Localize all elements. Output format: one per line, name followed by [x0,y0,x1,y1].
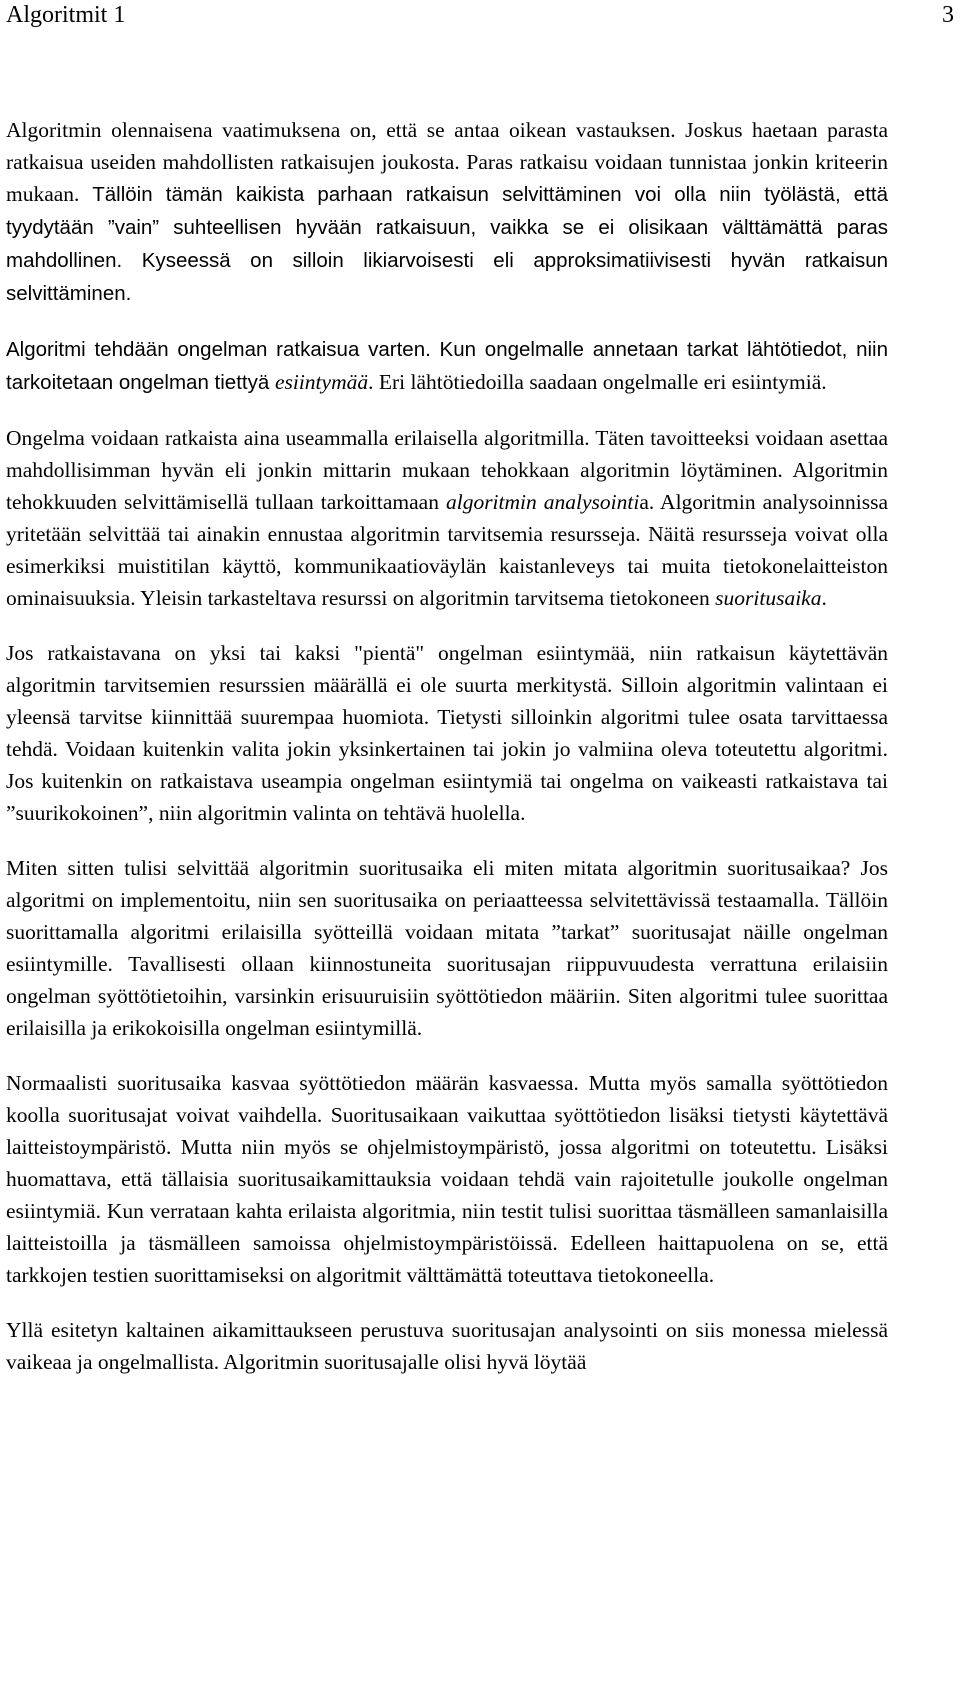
paragraph-analysis [6,422,888,614]
term-emphasis: algoritmin analysointi [445,490,640,514]
paragraph-text-sans: Tällöin tämän kaikista parhaan ratkaisun selvittäminen voi olla niin työlästä, että tyydytään ”vain” suhteellisen hyvään ratkaisuun, vaikka se ei olisikaan välttämättä paras mahdollinen. Kyseessä on silloin likiarvoisesti eli approksimatiivisesti hyvän ratkaisun selvittäminen. [6,183,888,305]
paragraph-measuring [6,852,888,1044]
paragraph-runtime-growth [6,1067,888,1291]
paragraph-text: Normaalisti suoritusaika kasvaa syöttötiedon määrän kasvaessa. Mutta myös samalla syöttötiedon koolla suoritusajat voivat vaihdella. Suoritusaikaan vaikuttaa syöttötiedon lisäksi tietysti käytettävä laitteistoympäristö. Mutta niin myös se ohjelmistoympäristö, jossa algoritmi on toteutettu. Lisäksi huomattava, että tällaisia suoritusaikamittauksia voidaan tehdä vain rajoitetulle joukolle ongelman esiintymiä. Kun verrataan kahta erilaista algoritmia, niin testit tulisi suorittaa täsmälleen samanlaisilla laitteistoilla ja täsmälleen samoissa ohjelmistoympäristöissä. Edelleen haittapuolena on se, että tarkkojen testien suorittamiseksi on algoritmit välttämättä toteuttava tietokoneella. [6,1071,888,1287]
paragraph-text: Ongelma voidaan ratkaista aina useammalla erilaisella algoritmilla. Täten tavoitteeksi voidaan asettaa mahdollisimman hyvän eli jonkin mittarin mukaan tehokkaan algoritmin löytäminen. Algoritmin tehokkuuden selvittämisellä tullaan tarkoittamaan [6,426,888,514]
term-emphasis: suoritusaika [715,586,822,610]
term-emphasis: esiintymää [274,370,369,394]
paragraph-conclusion [6,1314,888,1378]
document-body [6,114,888,1401]
paragraph-small-instances [6,637,888,829]
paragraph-requirements [6,114,888,310]
paragraph-text: . [821,586,827,610]
page-number: 3 [942,2,954,28]
paragraph-text: Miten sitten tulisi selvittää algoritmin suoritusaika eli miten mitata algoritmin suoritusaikaa? Jos algoritmi on implementoitu, niin sen suoritusaika on periaatteessa selvitettävissä testaamalla. Tällöin suorittamalla algoritmi erilaisilla syötteillä voidaan mitata ”tarkat” suoritusajat näille ongelman esiintymille. Tavallisesti ollaan kiinnostuneita suoritusajan riippuvuudesta verrattuna erilaisiin ongelman syöttötietoihin, varsinkin erisuuruisiin syöttötiedon määriin. Siten algoritmi tulee suorittaa erilaisilla ja erikokoisilla ongelman esiintymillä. [6,856,888,1040]
paragraph-text-sans: Algoritmi tehdään ongelman ratkaisua varten. Kun ongelmalle annetaan tarkat lähtötiedot, niin tarkoitetaan ongelman tiettyä [6,338,888,394]
paragraph-text: . Eri lähtötiedoilla saadaan ongelmalle eri esiintymiä. [368,370,827,394]
paragraph-problem-instance [6,333,888,399]
paragraph-text: Yllä esitetyn kaltainen aikamittaukseen perustuva suoritusajan analysointi on siis monessa mielessä vaikeaa ja ongelmallista. Algoritmin suoritusajalle olisi hyvä löytää [6,1318,888,1374]
paragraph-text: Algoritmin olennaisena vaatimuksena on, että se antaa oikean vastauksen. Joskus haetaan parasta ratkaisua useiden mahdollisten ratkaisujen joukosta. Paras ratkaisu voidaan tunnistaa jonkin kriteerin mukaan. [6,118,888,206]
running-title: Algoritmit 1 [6,2,126,28]
paragraph-text: a. Algoritmin analysoinnissa yritetään selvittää tai ainakin ennustaa algoritmin tarvitsemia resursseja. Näitä resursseja voivat olla esimerkiksi muistitilan käyttö, kommunikaatioväylän kaistanleveys tai muita tietokonelaitteiston ominaisuuksia. Yleisin tarkasteltava resurssi on algoritmin tarvitsema tietokoneen [6,490,888,610]
paragraph-text: Jos ratkaistavana on yksi tai kaksi "pientä" ongelman esiintymää, niin ratkaisun käytettävän algoritmin tarvitsemien resurssien määrällä ei ole suurta merkitystä. Silloin algoritmin valintaan ei yleensä tarvitse kiinnittää suurempaa huomiota. Tietysti silloinkin algoritmi tulee osata tarvittaessa tehdä. Voidaan kuitenkin valita jokin yksinkertainen tai jokin jo valmiina oleva toteutettu algoritmi. Jos kuitenkin on ratkaistava useampia ongelman esiintymiä tai ongelma on vaikeasti ratkaistava tai ”suurikokoinen”, niin algoritmin valinta on tehtävä huolella. [6,641,888,825]
page-header [6,0,954,30]
